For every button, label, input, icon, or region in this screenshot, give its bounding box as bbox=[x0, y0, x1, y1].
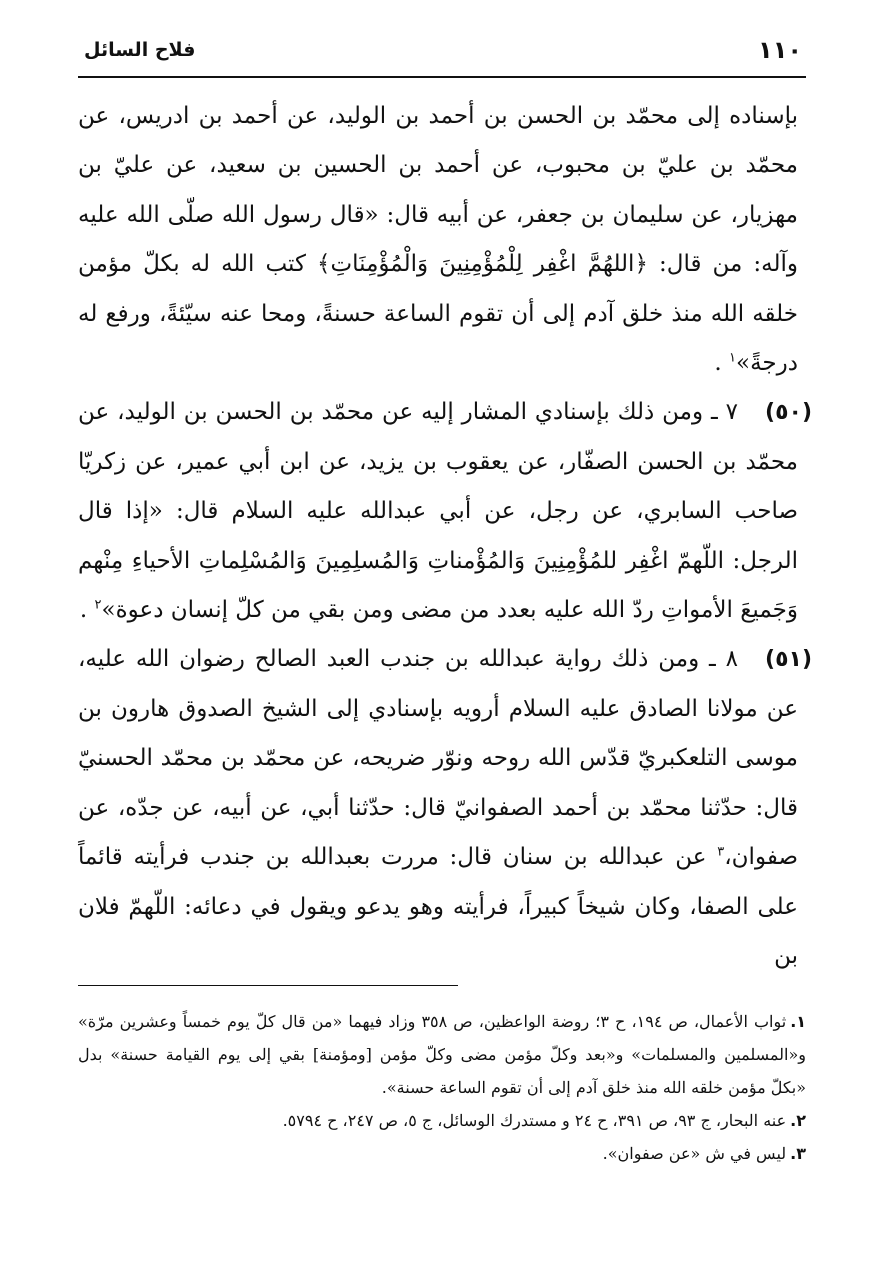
item-number-badge: (٥٠) bbox=[765, 400, 812, 426]
paragraph-body bbox=[78, 388, 798, 635]
page-number: ١١٠ bbox=[758, 36, 802, 64]
footnote-number: ٣. bbox=[790, 1144, 806, 1163]
page-header bbox=[78, 32, 806, 72]
paragraph-text: بإسناده إلى محمّد بن الحسن بن أحمد بن الوليد، عن أحمد بن ادريس، عن محمّد بن عليّ بن محبوب، عن أحمد بن الحسين بن سعيد، عن عليّ بن مهزيار، عن سليمان بن جعفر، عن أبيه قال: «قال رسول الله صلّى الله عليه وآله: من قال: ﴿اللهُمَّ اغْفِر لِلْمُؤْمِنِينَ وَالْمُؤْمِنَاتِ﴾ كتب الله له بكلّ مؤمن خلقه الله منذ خلق آدم إلى أن تقوم الساعة حسنةً، ومحا عنه سيّئةً، ورفع له درجةً» bbox=[78, 103, 798, 377]
footnote-reference[interactable]: ١ bbox=[729, 350, 737, 366]
footnote-reference[interactable]: ٢ bbox=[94, 597, 102, 613]
item-number-badge: (٥١) bbox=[765, 647, 812, 673]
paragraph-body bbox=[78, 635, 798, 981]
running-title: فلاح السائل bbox=[84, 39, 196, 61]
paragraph-1 bbox=[78, 92, 798, 388]
main-text bbox=[78, 92, 812, 981]
footnote-1 bbox=[78, 1005, 806, 1104]
paragraph-text: ٨ ـ ومن ذلك رواية عبدالله بن جندب العبد الصالح رضوان الله عليه، عن مولانا الصادق عليه السلام أرويه بإسنادي إلى الشيخ الصدوق هارون بن موسى التلعكبريّ قدّس الله روحه ونوّر ضريحه، عن محمّد بن محمّد الحسنيّ قال: حدّثنا محمّد بن أحمد الصفوانيّ قال: حدّثنا أبي، عن أبيه، عن جدّه، عن صفوان، bbox=[78, 646, 798, 871]
paragraph-text: ٧ ـ ومن ذلك بإسنادي المشار إليه عن محمّد بن الحسن بن الوليد، عن محمّد بن الحسن الصفّار، عن يعقوب بن يزيد، عن ابن أبي عمير، عن زكريّا صاحب السابري، عن رجل، عن أبي عبدالله عليه السلام قال: «إذا قال الرجل: اللّهمّ اغْفِر للمُؤْمِنِينَ وَالمُؤْمناتِ وَالمُسلِمِينَ وَالمُسْلِماتِ الأحياءِ مِنْهم وَجَميعَ الأمواتِ ردّ الله عليه بعدد من مضى ومن بقي من كلّ إنسان دعوة» bbox=[78, 399, 798, 624]
footnote-reference[interactable]: ٣ bbox=[717, 844, 725, 860]
paragraph-2 bbox=[78, 388, 812, 635]
footnote-3 bbox=[78, 1137, 806, 1170]
footnote-text: عنه البحار، ج ٩٣، ص ٣٩١، ح ٢٤ و مستدرك الوسائل، ج ٥، ص ٢٤٧، ح ٥٧٩٤. bbox=[282, 1111, 787, 1130]
footnote-text: ليس في ش «عن صفوان». bbox=[602, 1144, 787, 1163]
paragraph-tail: . bbox=[79, 597, 95, 624]
header-divider bbox=[78, 76, 806, 78]
footnote-text: ثواب الأعمال، ص ١٩٤، ح ٣؛ روضة الواعظين، ص ٣٥٨ وزاد فيهما «من قال كلّ يوم خمساً وعشرين مرّة» و«المسلمين والمسلمات» و«بعد وكلّ مؤمن مضى وكلّ مؤمن [ومؤمنة] بقي إلى يوم القيامة حسنة» بدل «بكلّ مؤمن خلقه الله منذ خلق آدم إلى أن تقوم الساعة حسنة». bbox=[78, 1012, 806, 1097]
footnote-number: ٢. bbox=[790, 1111, 806, 1130]
paragraph-tail: عن عبدالله بن سنان قال: مررت بعبدالله بن جندب فرأيته قائماً على الصفا، وكان شيخاً كبيراً، فرأيته وهو يدعو ويقول في دعائه: اللّهمّ فلان بن bbox=[78, 844, 798, 969]
footnote-2 bbox=[78, 1104, 806, 1137]
footnotes bbox=[78, 1005, 806, 1170]
footnote-number: ١. bbox=[790, 1012, 807, 1031]
paragraph-tail: . bbox=[714, 350, 730, 377]
paragraph-3 bbox=[78, 635, 812, 981]
footnote-divider bbox=[78, 985, 458, 986]
